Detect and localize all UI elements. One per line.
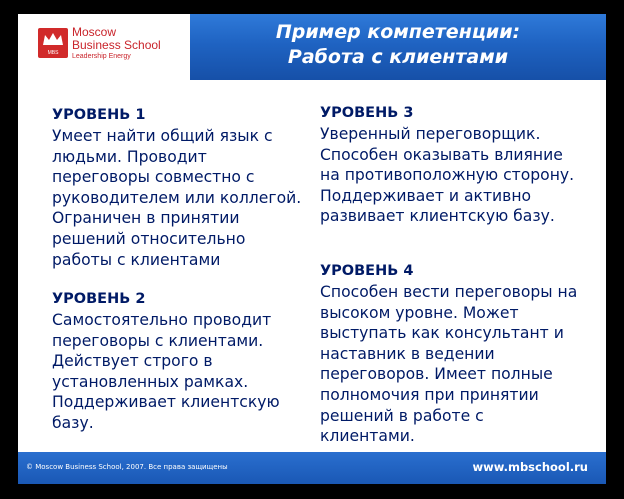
slide-title (190, 20, 606, 70)
logo-text (72, 26, 161, 61)
copyright-text: © Moscow Business School, 2007. Все права защищены (26, 463, 228, 471)
level-title: УРОВЕНЬ 2 (52, 291, 146, 307)
level-description: Умеет найти общий язык с людьми. Проводит переговоры совместно с руководителем или коллегой. Ограничен в принятии решений относительно работы с клиентами (52, 127, 302, 269)
level-block-1 (52, 106, 322, 270)
level-block-4 (320, 262, 602, 447)
logo-name-line1: Moscow (72, 25, 117, 39)
title-line2: Работа с клиентами (287, 46, 509, 68)
logo-tagline: Leadership Energy (72, 53, 131, 60)
slide-content (18, 80, 606, 452)
level-title: УРОВЕНЬ 1 (52, 107, 146, 123)
slide-header (18, 14, 606, 80)
logo-name-line2: Business School (72, 38, 161, 52)
level-title: УРОВЕНЬ 3 (320, 105, 414, 121)
slide (18, 14, 606, 484)
logo-mark-text: MBS (47, 50, 59, 56)
level-title: УРОВЕНЬ 4 (320, 263, 414, 279)
title-line1: Пример компетенции: (275, 21, 521, 43)
level-block-3 (320, 104, 602, 227)
level-description: Самостоятельно проводит переговоры с клиентами. Действует строго в установленных рамках. Поддерживает клиентскую базу. (52, 311, 280, 432)
level-description: Способен вести переговоры на высоком уровне. Может выступать как консультант и наставник в ведении переговоров. Имеет полные полномочия при принятии решений в работе с клиентами. (320, 283, 578, 446)
mbs-logo-icon (38, 28, 68, 58)
logo (18, 14, 190, 80)
slide-footer (18, 452, 606, 484)
website-link[interactable]: www.mbschool.ru (472, 460, 588, 474)
level-block-2 (52, 290, 322, 434)
crown-icon (41, 31, 65, 47)
level-description: Уверенный переговорщик. Способен оказывать влияние на противоположную сторону. Поддерживает и активно развивает клиентскую базу. (320, 125, 575, 226)
